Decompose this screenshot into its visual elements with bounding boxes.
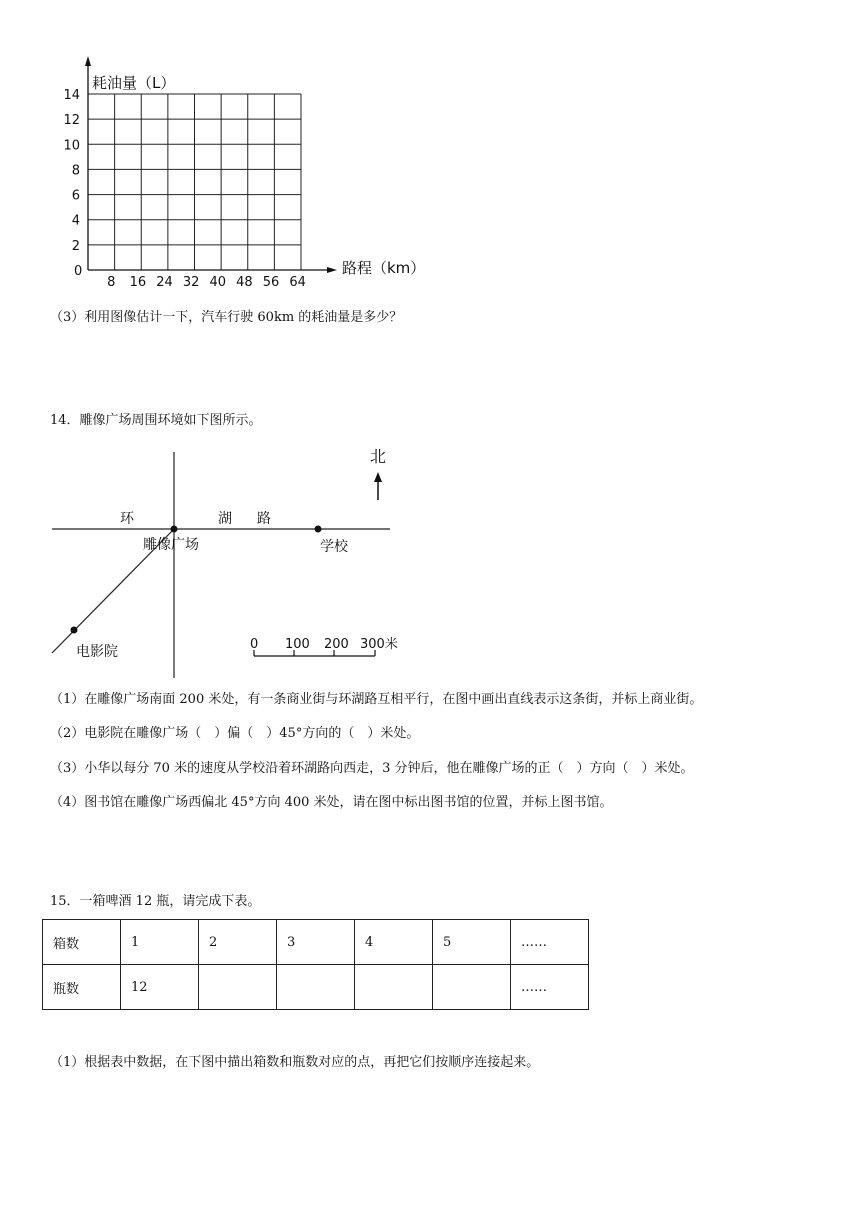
y-axis-arrow <box>85 56 91 66</box>
plaza-label: 雕像广场 <box>143 537 199 553</box>
table-cell: 2 <box>199 920 277 965</box>
q13-part3-text: （3）利用图像估计一下，汽车行驶 60km 的耗油量是多少？ <box>50 310 403 325</box>
y-axis-label: 耗油量（L） <box>92 74 176 92</box>
scale-label-200: 200 <box>324 637 349 652</box>
plaza-map <box>0 440 420 685</box>
table-cell: 5 <box>433 920 511 965</box>
q14-part1: （1）在雕像广场南面 200 米处，有一条商业街与环湖路互相平行，在图中画出直线表示这条街，并标上商业街。 <box>50 692 703 707</box>
cinema-label: 电影院 <box>76 644 118 660</box>
table-cell: 1 <box>121 920 199 965</box>
x-tick-label: 64 <box>289 275 306 290</box>
scale-label-0: 0 <box>250 637 259 652</box>
y-tick-label: 8 <box>71 163 80 179</box>
road-char-1: 环 <box>120 511 134 527</box>
table-cell: 4 <box>355 920 433 965</box>
table-cell[interactable] <box>433 965 511 1010</box>
y-tick-label: 6 <box>71 188 80 204</box>
q15-title: 15．一箱啤酒 12 瓶，请完成下表。 <box>50 894 261 909</box>
plaza-point <box>171 526 178 533</box>
x-axis-arrow <box>327 267 337 273</box>
table-cell: …… <box>511 920 589 965</box>
table-cell: 瓶数 <box>43 965 121 1010</box>
origin-label: 0 <box>74 264 83 279</box>
q14-title: 14．雕像广场周围环境如下图所示。 <box>50 413 262 428</box>
y-tick-labels <box>63 88 80 254</box>
grid-lines <box>88 94 301 270</box>
x-tick-labels <box>107 275 306 290</box>
school-point <box>315 526 322 533</box>
x-tick-label: 16 <box>129 275 147 290</box>
y-tick-label: 12 <box>63 113 80 129</box>
table-cell: 3 <box>277 920 355 965</box>
table-row <box>43 965 589 1010</box>
x-tick-label: 40 <box>209 275 227 290</box>
x-tick-label: 48 <box>236 275 253 290</box>
school-label: 学校 <box>320 539 348 555</box>
road-char-2: 湖 <box>218 511 232 527</box>
x-tick-label: 8 <box>107 275 116 290</box>
road-char-3: 路 <box>257 511 271 527</box>
q15-part1: （1）根据表中数据，在下图中描出箱数和瓶数对应的点，再把它们按顺序连接起来。 <box>50 1055 540 1070</box>
cinema-point <box>71 627 78 634</box>
table-cell: 12 <box>121 965 199 1010</box>
table-cell[interactable] <box>277 965 355 1010</box>
north-arrow-head <box>374 472 382 482</box>
x-axis-label: 路程（km） <box>342 259 426 277</box>
q14-part2: （2）电影院在雕像广场（ ）偏（ ）45°方向的（ ）米处。 <box>50 726 420 741</box>
scale-label-100: 100 <box>285 637 310 652</box>
y-tick-label: 10 <box>63 138 80 154</box>
north-label: 北 <box>370 447 387 466</box>
table-cell[interactable] <box>355 965 433 1010</box>
q14-part4: （4）图书馆在雕像广场西偏北 45°方向 400 米处，请在图中标出图书馆的位置，并标上图书馆。 <box>50 795 613 810</box>
fuel-grid-chart <box>0 0 460 295</box>
table-row <box>43 920 589 965</box>
x-tick-label: 24 <box>156 275 173 290</box>
y-tick-label: 4 <box>71 213 80 229</box>
x-tick-label: 32 <box>182 275 200 290</box>
scale-label-300: 300米 <box>360 637 398 652</box>
y-tick-label: 2 <box>71 238 80 254</box>
table-cell[interactable] <box>199 965 277 1010</box>
table-cell: 箱数 <box>43 920 121 965</box>
beer-table <box>42 919 589 1010</box>
q14-part3: （3）小华以每分 70 米的速度从学校沿着环湖路向西走，3 分钟后，他在雕像广场的正（ ）方向（ ）米处。 <box>50 761 694 776</box>
table-cell: …… <box>511 965 589 1010</box>
x-tick-label: 56 <box>262 275 280 290</box>
y-tick-label: 14 <box>63 88 80 103</box>
